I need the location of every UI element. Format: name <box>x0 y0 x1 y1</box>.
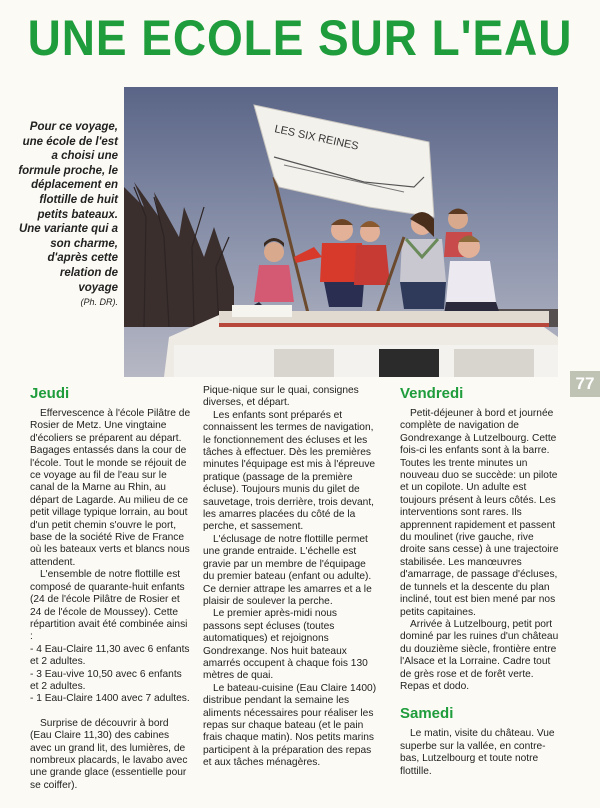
paragraph: Le matin, visite du château. Vue superbe sur la vallée, en contre-bas, Lutzelbourg et toute notre flottille. <box>400 728 555 777</box>
paragraph: Petit-déjeuner à bord et journée complète de navigation de Gondrexange à Lutzelbourg. Cette fois-ci les enfants sont à la barre. Toutes les trente minutes un nouveau duo se succède: un pilote et un copilote. Un adulte est toujours présent à leurs côtés. Les interventions sont rares. Ils apprennent rapidement et passent du moulinet (rive gauche, rive droite sans cesse) à une trajectoire stabilisée. Les manœuvres d'amarrage, de passage d'écluses, de tunnels et la descente du plan incliné, tout est bien mené par nos petits capitaines. <box>400 408 559 618</box>
photo-credit: (Ph. DR). <box>80 297 118 308</box>
paragraph: Le bateau-cuisine (Eau Claire 1400) distribue pendant la semaine les aliments nécessaires pour réaliser les repas sur chaque bateau (et le pain frais chaque matin). Nos petits marins participent à la préparation des repas et aux tâches ménagères. <box>203 682 377 769</box>
page-number: 77 <box>570 371 600 397</box>
column-1 <box>30 385 192 792</box>
paragraph: Arrivée à Lutzelbourg, petit port dominé par les ruines d'un château du douzième siècle, frontière entre l'Alsace et la Lorraine. Cadre tout de grès rose et de forêt verte. Repas et dodo. <box>400 618 559 692</box>
paragraph: L'ensemble de notre flottille est composé de quarante-huit enfants (24 de l'école Pilâtre de Rosier et 24 de l'école de Moussey). Cette répartition avait été combinée ainsi : <box>30 569 188 643</box>
list-item: - 3 Eau-vive 10,50 avec 6 enfants et 2 adultes. <box>30 668 182 692</box>
section-heading-jeudi: Jeudi <box>30 385 70 402</box>
photo-children-on-boat <box>124 87 558 377</box>
paragraph: Pique-nique sur le quai, consignes diverses, et départ. <box>203 385 359 409</box>
paragraph: Les enfants sont préparés et connaissent les termes de navigation, le fonctionnement des écluses et les tâches à effectuer. Dès les premières minutes l'équipage est mis à l'épreuve pratique (passage de la première écluse). Toujours munis du gilet de sauvetage, trois derrière, trois devant, les amarres placées du côté de la perche, et sassement. <box>203 409 376 533</box>
paragraph: Effervescence à l'école Pilâtre de Rosier de Metz. Une vingtaine d'écoliers se préparent au départ. Bagages entassés dans la cour de l'école. Tout le monde se réjouit de ce voyage au fil de l'eau sur le canal de la Marne au Rhin, au départ de Lagarde. Au milieu de ce petit village typique lorrain, au bout d'un petit chemin s'ouvre le port, base de la société Rive de France où les bateaux verts et blancs nous attendent. <box>30 408 191 568</box>
paragraph: Surprise de découvrir à bord (Eau Claire 11,30) des cabines avec un grand lit, des lumières, de nombreux placards, le lavabo avec une grande glace (essentielle pour se coiffer). <box>30 717 188 791</box>
paragraph: L'éclusage de notre flottille permet une grande entraide. L'échelle est gravie par un membre de l'équipage du premier bateau (enfant ou adulte). Ce dernier attrape les amarres et a le plaisir de soulever la perche. <box>203 533 372 607</box>
banner-text: LES SIX REINES <box>273 123 360 153</box>
section-heading-vendredi: Vendredi <box>400 385 464 402</box>
list-item: - 1 Eau-Claire 1400 avec 7 adultes. <box>30 693 190 705</box>
caption-text: Pour ce voyage, une école de l'est a choisi une formule proche, le déplacement en flottille de huit petits bateaux. Une variante qui a son charme, d'après cette relation de voyage <box>18 121 118 294</box>
paragraph: Le premier après-midi nous passons sept écluses (toutes automatiques) et rejoignons Gondrexange. Nos huit bateaux amarrés occupent à chaque fois 130 mètres de quai. <box>203 608 368 682</box>
list-item: - 4 Eau-Claire 11,30 avec 6 enfants et 2 adultes. <box>30 643 190 668</box>
column-2 <box>203 385 377 770</box>
boat <box>164 305 558 377</box>
column-3 <box>400 385 560 778</box>
photo-caption <box>18 120 118 310</box>
section-heading-samedi: Samedi <box>400 705 454 723</box>
page-title: UNE ECOLE SUR L'EAU <box>27 10 573 66</box>
